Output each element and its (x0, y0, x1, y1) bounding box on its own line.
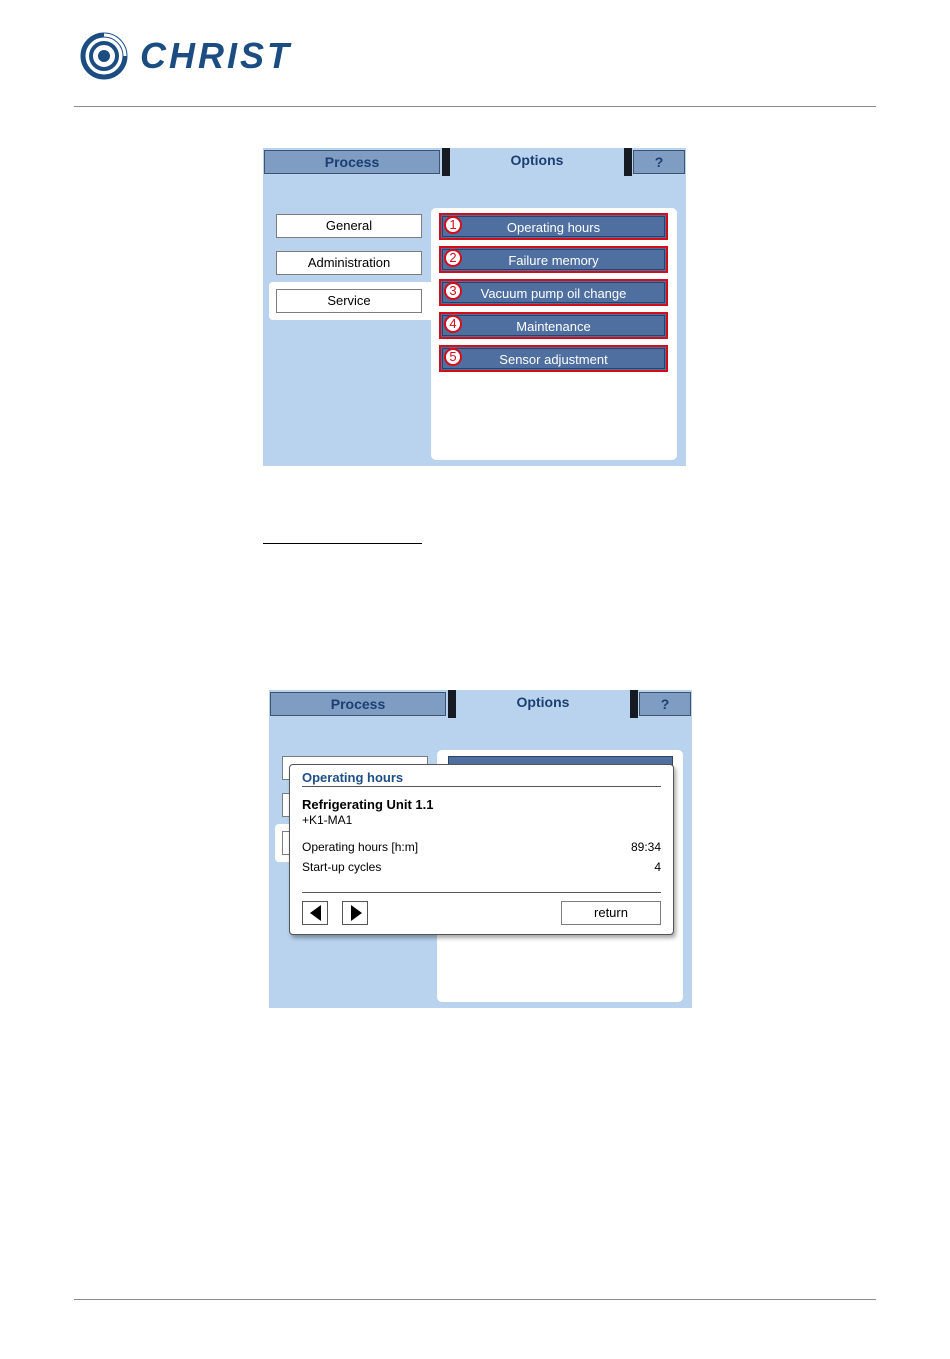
tab-process[interactable]: Process (264, 150, 440, 174)
footer-divider (74, 1299, 876, 1300)
previous-button[interactable] (302, 901, 328, 925)
next-button[interactable] (342, 901, 368, 925)
menu-label: Maintenance (516, 319, 591, 334)
dialog-title: Operating hours (302, 770, 404, 785)
callout-number: 4 (444, 315, 462, 333)
options-service-screen (263, 148, 686, 466)
callout-number: 1 (444, 216, 462, 234)
menu-label: Failure memory (508, 253, 599, 268)
tab-options[interactable]: Options (450, 148, 624, 176)
general-button[interactable]: General (276, 214, 422, 238)
tab-separator (624, 148, 632, 176)
menu-label: Vacuum pump oil change (480, 286, 627, 301)
brand-name: CHRIST (140, 35, 292, 76)
callout-number: 2 (444, 249, 462, 267)
unit-name: Refrigerating Unit 1.1 (302, 797, 434, 812)
sensor-adjustment-button[interactable] (439, 345, 668, 372)
service-button[interactable]: Service (276, 289, 422, 313)
tab-help[interactable]: ? (639, 692, 691, 716)
administration-button[interactable]: Administration (276, 251, 422, 275)
header-divider (74, 106, 876, 107)
startup-cycles-label: Start-up cycles (302, 860, 382, 874)
service-menu-panel (431, 208, 677, 460)
section-underline (263, 543, 422, 544)
triangle-left-icon (309, 905, 323, 921)
menu-label: Sensor adjustment (499, 352, 608, 367)
operating-hours-button[interactable] (439, 213, 668, 240)
tab-separator (448, 690, 456, 718)
tab-process[interactable]: Process (270, 692, 446, 716)
failure-memory-button[interactable] (439, 246, 668, 273)
christ-logo-icon (80, 32, 128, 80)
dialog-title-divider (302, 786, 661, 787)
operating-hours-label: Operating hours [h:m] (302, 840, 419, 854)
unit-code: +K1-MA1 (302, 813, 353, 827)
tab-separator (442, 148, 450, 176)
tab-separator (630, 690, 638, 718)
dialog-footer-divider (302, 892, 661, 893)
tab-options[interactable]: Options (456, 690, 630, 718)
triangle-right-icon (349, 905, 363, 921)
startup-cycles-value: 4 (654, 860, 661, 874)
callout-number: 5 (444, 348, 462, 366)
maintenance-button[interactable] (439, 312, 668, 339)
tab-bar (263, 148, 686, 176)
return-button[interactable]: return (561, 901, 661, 925)
operating-hours-dialog (289, 764, 674, 935)
operating-hours-value: 89:34 (630, 840, 661, 854)
tab-bar (269, 690, 692, 718)
menu-label: Operating hours (506, 220, 601, 235)
operating-hours-screen (269, 690, 692, 1008)
tab-help[interactable]: ? (633, 150, 685, 174)
callout-number: 3 (444, 282, 462, 300)
vacuum-pump-oil-change-button[interactable] (439, 279, 668, 306)
